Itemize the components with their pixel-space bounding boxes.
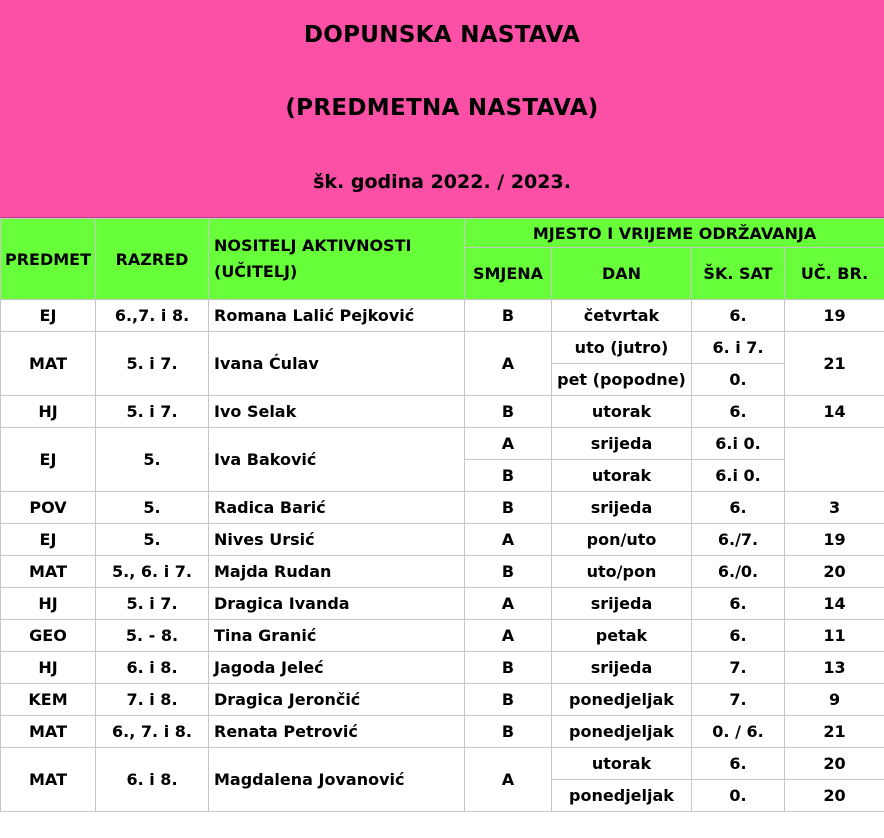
cell-sat: 0. / 6. [692,716,785,748]
cell-predmet: MAT [1,716,96,748]
cell-dan: ponedjeljak [552,684,692,716]
cell-br: 21 [785,332,884,396]
cell-smjena: B [465,684,552,716]
title-banner [0,0,884,218]
cell-br: 11 [785,620,884,652]
cell-smjena: A [465,588,552,620]
header-row [1,219,884,248]
cell-dan: četvrtak [552,300,692,332]
cell-br: 21 [785,716,884,748]
cell-sat: 6. [692,300,785,332]
cell-dan: utorak [552,460,692,492]
table-row [1,588,884,620]
cell-razred: 6. i 8. [96,652,209,684]
cell-sat: 7. [692,652,785,684]
cell-razred: 5. i 7. [96,332,209,396]
header-dan: DAN [552,248,692,300]
cell-nositelj: Magdalena Jovanović [209,748,465,812]
table-row [1,332,884,364]
cell-razred: 5. [96,492,209,524]
header-nositelj: NOSITELJ AKTIVNOSTI (UČITELJ) [209,219,465,300]
cell-dan: srijeda [552,492,692,524]
cell-sat: 6. [692,620,785,652]
cell-smjena: B [465,716,552,748]
cell-razred: 5. [96,524,209,556]
cell-smjena: B [465,492,552,524]
header-razred: RAZRED [96,219,209,300]
cell-predmet: KEM [1,684,96,716]
cell-dan: pet (popodne) [552,364,692,396]
cell-br: 13 [785,652,884,684]
cell-sat: 6./0. [692,556,785,588]
table-row [1,556,884,588]
cell-dan: srijeda [552,588,692,620]
header-mjesto-vrijeme: MJESTO I VRIJEME ODRŽAVANJA [465,219,884,248]
cell-razred: 5. - 8. [96,620,209,652]
cell-predmet: GEO [1,620,96,652]
cell-dan: petak [552,620,692,652]
cell-nositelj: Romana Lalić Pejković [209,300,465,332]
cell-smjena: B [465,300,552,332]
cell-sat: 6. [692,748,785,780]
cell-sat: 0. [692,364,785,396]
table-row [1,524,884,556]
cell-sat: 6.i 0. [692,428,785,460]
table-row [1,300,884,332]
cell-smjena: B [465,556,552,588]
cell-br: 20 [785,748,884,780]
cell-razred: 6., 7. i 8. [96,716,209,748]
cell-sat: 6. i 7. [692,332,785,364]
cell-smjena: B [465,460,552,492]
cell-br: 20 [785,556,884,588]
table-row [1,748,884,780]
cell-razred: 7. i 8. [96,684,209,716]
cell-smjena: B [465,652,552,684]
cell-dan: uto/pon [552,556,692,588]
cell-smjena: B [465,396,552,428]
header-smjena: SMJENA [465,248,552,300]
cell-dan: uto (jutro) [552,332,692,364]
cell-nositelj: Radica Barić [209,492,465,524]
cell-predmet: POV [1,492,96,524]
cell-predmet: HJ [1,652,96,684]
cell-predmet: HJ [1,588,96,620]
cell-br: 19 [785,300,884,332]
cell-razred: 5., 6. i 7. [96,556,209,588]
cell-nositelj: Majda Rudan [209,556,465,588]
cell-dan: utorak [552,396,692,428]
header-br: UČ. BR. [785,248,884,300]
cell-predmet: MAT [1,332,96,396]
cell-razred: 5. [96,428,209,492]
table-row [1,652,884,684]
cell-nositelj: Dragica Jerončić [209,684,465,716]
cell-br: 14 [785,588,884,620]
cell-sat: 6.i 0. [692,460,785,492]
school-year: šk. godina 2022. / 2023. [313,171,571,193]
table-row [1,716,884,748]
cell-br: 20 [785,780,884,812]
cell-sat: 6. [692,492,785,524]
cell-br [785,428,884,492]
cell-nositelj: Iva Baković [209,428,465,492]
cell-nositelj: Tina Granić [209,620,465,652]
cell-dan: ponedjeljak [552,780,692,812]
cell-sat: 0. [692,780,785,812]
cell-predmet: MAT [1,748,96,812]
cell-predmet: MAT [1,556,96,588]
cell-predmet: HJ [1,396,96,428]
cell-razred: 6. i 8. [96,748,209,812]
document-subtitle: (PREDMETNA NASTAVA) [285,95,599,121]
cell-nositelj: Jagoda Jeleć [209,652,465,684]
header-predmet: PREDMET [1,219,96,300]
header-sat: ŠK. SAT [692,248,785,300]
cell-razred: 6.,7. i 8. [96,300,209,332]
cell-dan: ponedjeljak [552,716,692,748]
cell-smjena: A [465,428,552,460]
cell-smjena: A [465,620,552,652]
cell-predmet: EJ [1,524,96,556]
cell-sat: 6./7. [692,524,785,556]
cell-nositelj: Ivana Ćulav [209,332,465,396]
cell-predmet: EJ [1,300,96,332]
table-row [1,620,884,652]
cell-sat: 6. [692,396,785,428]
document-title: DOPUNSKA NASTAVA [303,22,581,48]
cell-dan: srijeda [552,652,692,684]
cell-dan: srijeda [552,428,692,460]
cell-razred: 5. i 7. [96,588,209,620]
cell-smjena: A [465,524,552,556]
cell-nositelj: Nives Ursić [209,524,465,556]
cell-razred: 5. i 7. [96,396,209,428]
cell-dan: pon/uto [552,524,692,556]
cell-nositelj: Renata Petrović [209,716,465,748]
table-row [1,684,884,716]
table-row [1,492,884,524]
cell-sat: 6. [692,588,785,620]
cell-predmet: EJ [1,428,96,492]
cell-nositelj: Ivo Selak [209,396,465,428]
cell-br: 19 [785,524,884,556]
cell-smjena: A [465,332,552,396]
cell-smjena: A [465,748,552,812]
cell-br: 3 [785,492,884,524]
table-row [1,396,884,428]
cell-sat: 7. [692,684,785,716]
cell-br: 9 [785,684,884,716]
cell-dan: utorak [552,748,692,780]
table-row [1,428,884,460]
cell-nositelj: Dragica Ivanda [209,588,465,620]
cell-br: 14 [785,396,884,428]
schedule-table [0,218,884,812]
